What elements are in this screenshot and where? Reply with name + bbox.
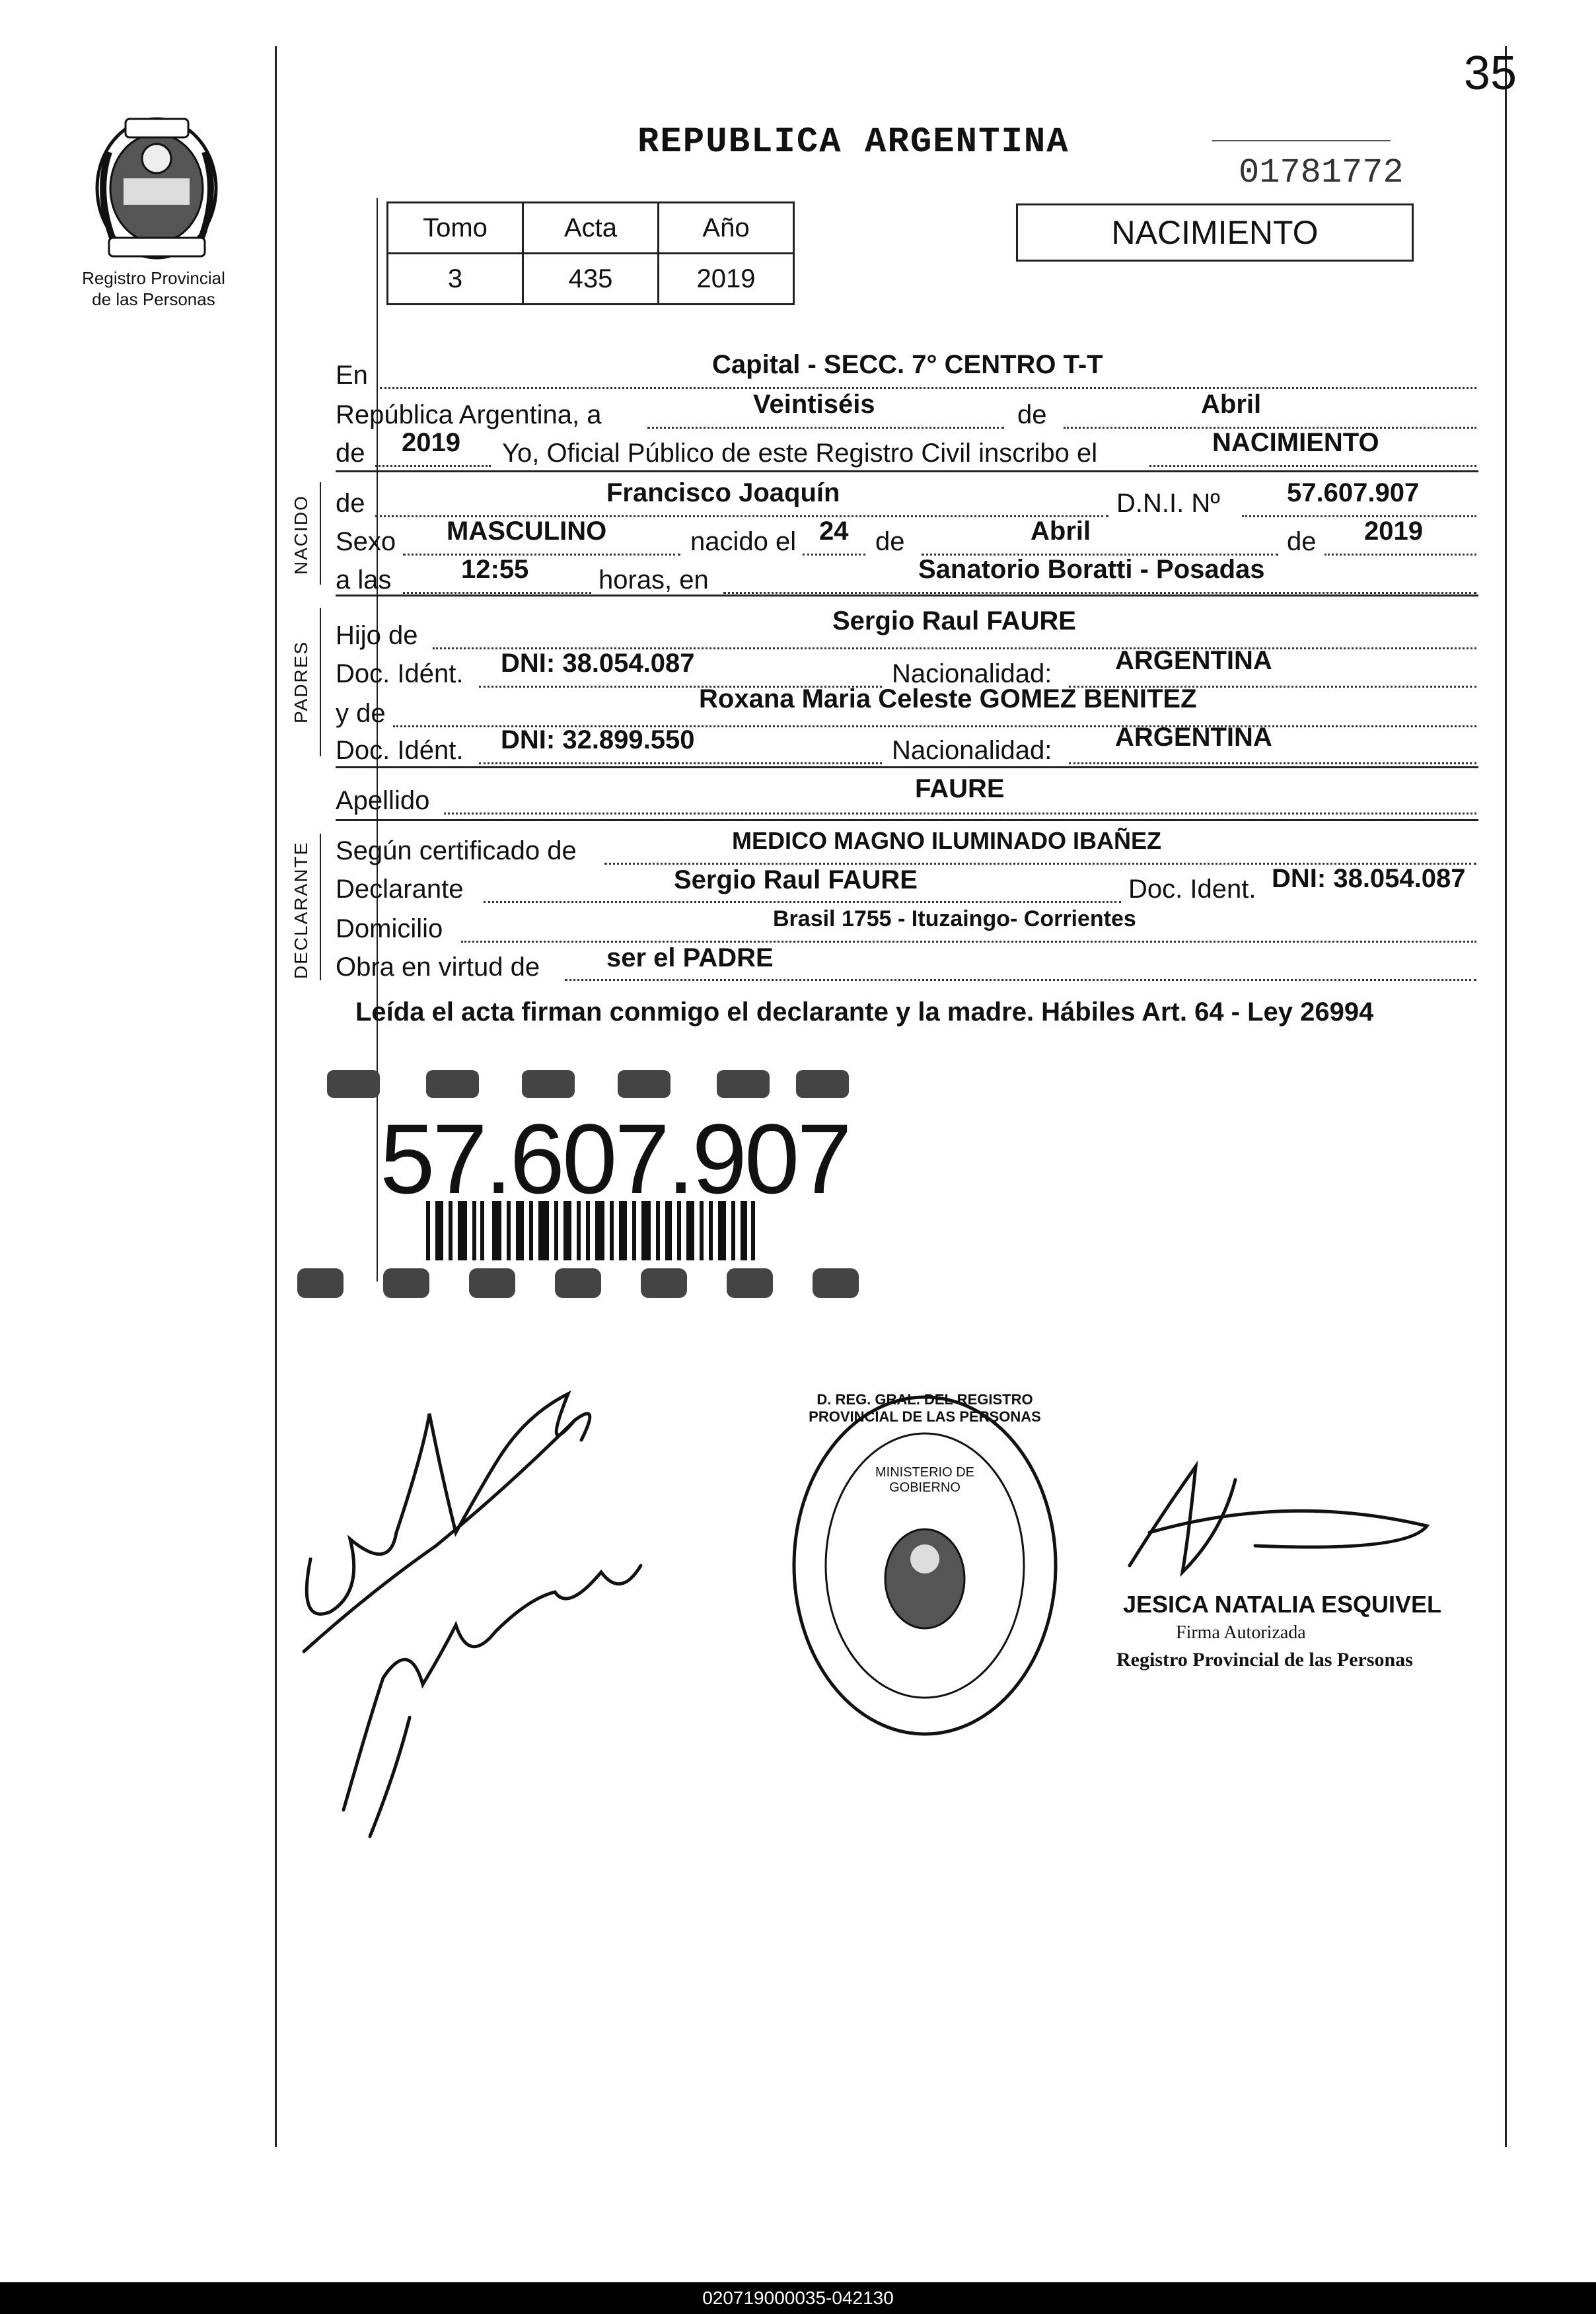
obra-value: ser el PADRE	[606, 943, 774, 972]
official-signature	[1123, 1453, 1440, 1585]
republica-label: República Argentina, a	[336, 400, 602, 429]
father-doc-value: DNI: 38.054.087	[501, 649, 695, 678]
father-nationality-value: ARGENTINA	[1115, 646, 1272, 675]
sticker-number: 57.607.907	[380, 1103, 850, 1214]
apellido-value: FAURE	[915, 774, 1005, 803]
seal-text: D. REG. GRAL. DEL REGISTRO PROVINCIAL DE LAS PERSONAS	[809, 1391, 1041, 1425]
horas-label: horas, en	[598, 565, 709, 595]
document-title: REPUBLICA ARGENTINA	[637, 122, 1070, 163]
table-header: Acta	[523, 203, 659, 254]
de-label-2: de	[875, 527, 905, 556]
hijo-de-label: Hijo de	[336, 621, 418, 650]
province-crest-logo	[83, 106, 231, 268]
serial-underline	[1212, 140, 1391, 141]
table-header: Tomo	[388, 203, 523, 254]
day-value: Veintiséis	[753, 390, 875, 419]
birth-year-value: 2019	[1364, 517, 1423, 546]
a-las-label: a las	[336, 565, 392, 595]
table-cell: 2019	[659, 254, 794, 305]
registry-table	[386, 201, 795, 305]
nacido-el-label: nacido el	[690, 527, 797, 556]
right-border	[1505, 46, 1507, 2147]
year-value: 2019	[402, 428, 460, 457]
left-border	[275, 46, 277, 2147]
officer-text: Yo, Oficial Público de este Registro Civil inscribo el	[502, 439, 1098, 468]
nacido-section-label: NACIDO	[291, 495, 311, 575]
declarante-label: Declarante	[336, 875, 464, 904]
birth-day-value: 24	[819, 517, 849, 546]
footer-code: 020719000035-042130	[0, 2282, 1596, 2314]
hour-value: 12:55	[461, 555, 529, 584]
cert-label: Según certificado de	[336, 836, 577, 865]
father-doc-label: Doc. Idént.	[336, 659, 464, 688]
sexo-label: Sexo	[336, 527, 396, 556]
child-dni-value: 57.607.907	[1287, 478, 1420, 507]
father-nationality-label: Nacionalidad:	[892, 659, 1052, 688]
mother-doc-value: DNI: 32.899.550	[501, 725, 695, 754]
declarante-section-label: DECLARANTE	[291, 841, 311, 979]
record-type-box: NACIMIENTO	[1016, 203, 1414, 262]
declarante-doc-label: Doc. Ident.	[1128, 875, 1256, 904]
de-label-3: de	[1287, 527, 1317, 556]
official-org: Registro Provincial de las Personas	[1116, 1649, 1413, 1671]
declarante-doc-value: DNI: 38.054.087	[1272, 864, 1466, 893]
table-header: Año	[659, 203, 794, 254]
seal-inner-text: MINISTERIO DE GOBIERNO	[875, 1465, 974, 1495]
obra-label: Obra en virtud de	[336, 953, 540, 982]
official-name: JESICA NATALIA ESQUIVEL	[1123, 1591, 1442, 1618]
table-cell: 435	[523, 254, 659, 305]
apellido-label: Apellido	[336, 786, 430, 815]
month-value: Abril	[1201, 390, 1262, 419]
mother-name-value: Roxana Maria Celeste GOMEZ BENITEZ	[699, 684, 1197, 713]
page-number: 35	[1463, 47, 1517, 100]
declarant-signature	[291, 1374, 661, 1850]
padres-section-label: PADRES	[291, 640, 311, 723]
dni-label: D.N.I. Nº	[1116, 489, 1220, 518]
child-name-value: Francisco Joaquín	[606, 478, 840, 507]
id-sticker	[294, 1057, 875, 1308]
nacido-de-label: de	[336, 489, 365, 518]
closing-statement: Leída el acta firman conmigo el declarante y la madre. Hábiles Art. 64 - Ley 26994	[355, 997, 1374, 1027]
table-cell: 3	[388, 254, 523, 305]
de-label: de	[1017, 400, 1047, 429]
birth-month-value: Abril	[1031, 517, 1091, 546]
sexo-value: MASCULINO	[447, 517, 607, 546]
domicilio-label: Domicilio	[336, 914, 443, 943]
declarante-value: Sergio Raul FAURE	[674, 865, 918, 894]
official-title: Firma Autorizada	[1176, 1622, 1306, 1643]
logo-caption: Registro Provincial de las Personas	[82, 268, 225, 309]
birth-place-value: Sanatorio Boratti - Posadas	[918, 555, 1265, 584]
mother-nationality-value: ARGENTINA	[1115, 723, 1272, 752]
official-seal	[786, 1387, 1064, 1744]
de2-label: de	[336, 439, 365, 468]
y-de-label: y de	[336, 699, 386, 728]
cert-value: MEDICO MAGNO ILUMINADO IBAÑEZ	[732, 827, 1161, 854]
mother-doc-label: Doc. Idént.	[336, 736, 464, 765]
mother-nationality-label: Nacionalidad:	[892, 736, 1052, 765]
domicilio-value: Brasil 1755 - Ituzaingo- Corrientes	[773, 906, 1136, 931]
event-value: NACIMIENTO	[1212, 428, 1379, 457]
en-label: En	[336, 361, 368, 390]
father-name-value: Sergio Raul FAURE	[832, 606, 1076, 635]
place-value: Capital - SECC. 7° CENTRO T-T	[712, 350, 1103, 379]
serial-number: 01781772	[1239, 153, 1404, 192]
